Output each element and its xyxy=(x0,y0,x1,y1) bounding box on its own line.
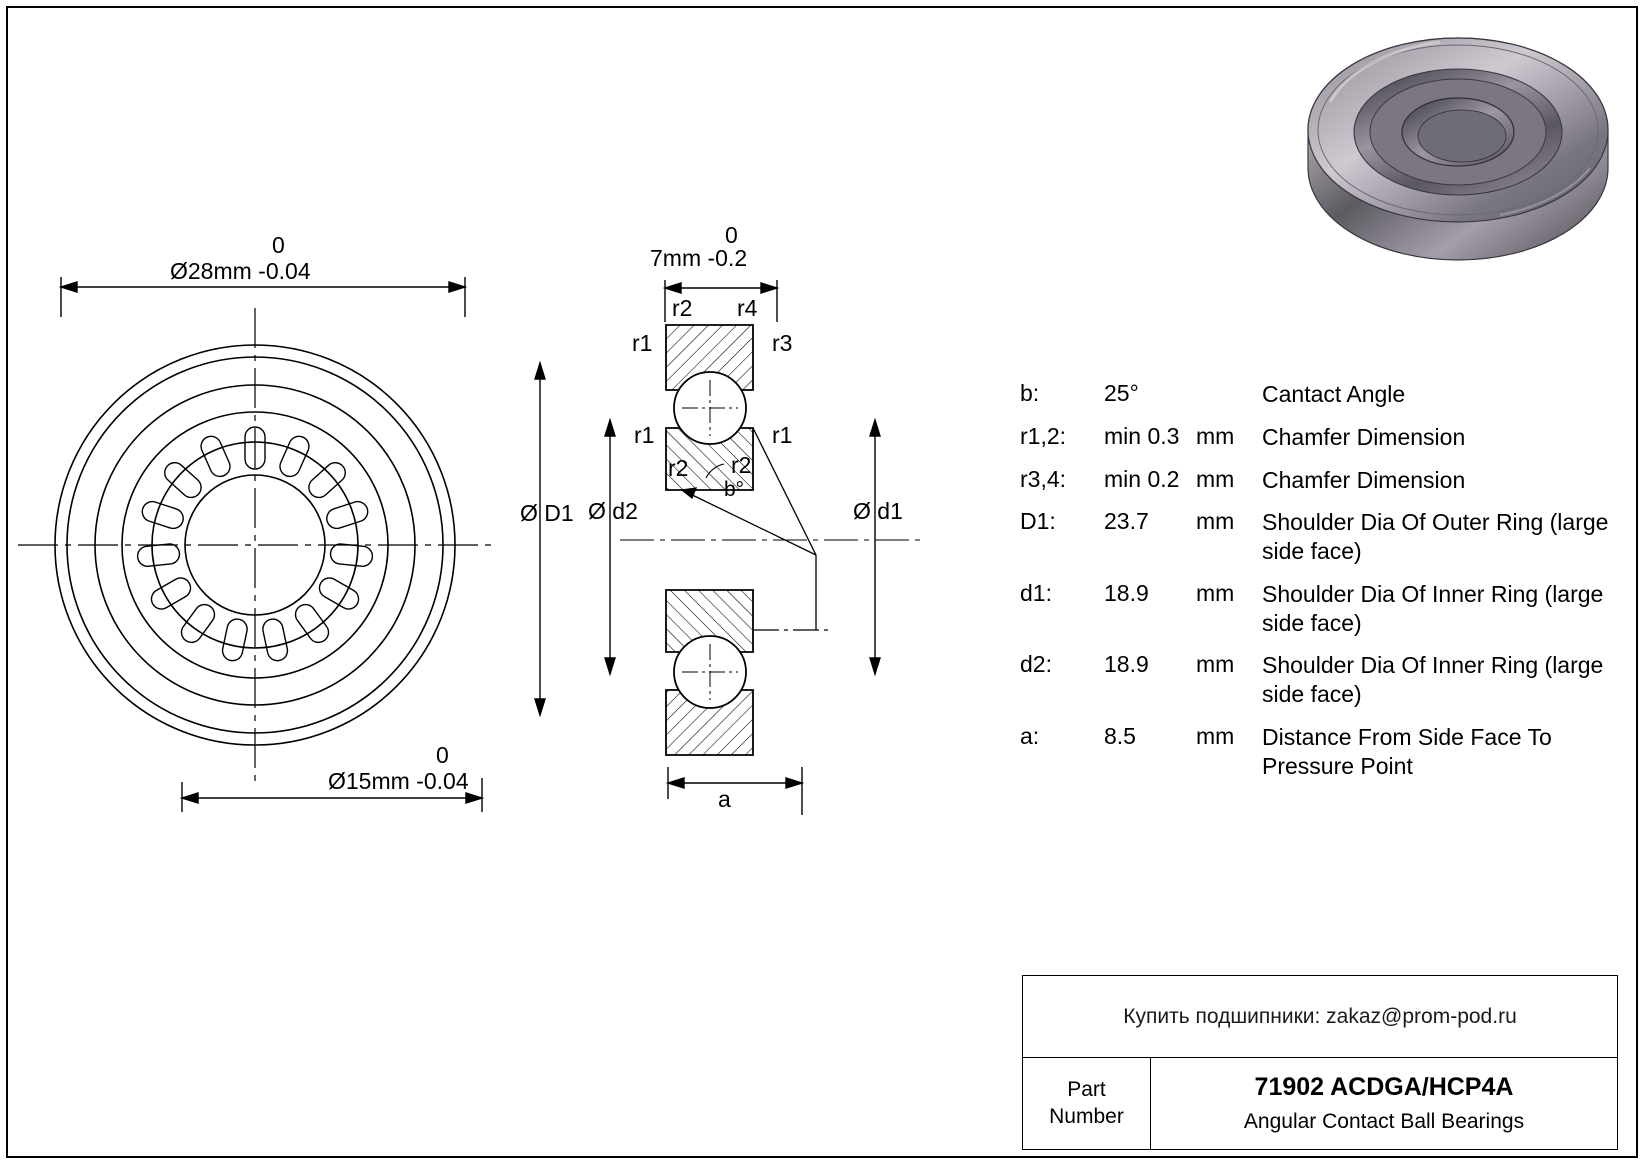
a-dimension-line xyxy=(660,765,820,815)
spec-unit: mm xyxy=(1196,422,1235,449)
callout-contact-angle-b: b° xyxy=(724,478,745,501)
od-tolerance-top: 0 xyxy=(272,232,285,258)
callout-r1-inner-right: r1 xyxy=(772,422,793,448)
callout-r1-outer-left: r1 xyxy=(632,330,653,356)
spec-value: 25° xyxy=(1104,380,1139,406)
spec-row xyxy=(1020,380,1620,409)
dim-a-label: a xyxy=(718,786,731,812)
spec-symbol: b: xyxy=(1020,380,1040,406)
spec-row xyxy=(1020,423,1620,452)
dim-D1-label: Ø D1 xyxy=(520,500,574,526)
callout-r2-inner-right: r2 xyxy=(731,452,752,478)
dim-d1-label: Ø d1 xyxy=(853,498,903,524)
spec-symbol: d2: xyxy=(1020,651,1052,678)
spec-row xyxy=(1020,580,1620,638)
title-block xyxy=(1022,975,1618,1150)
spec-description: Shoulder Dia Of Outer Ring (large side face) xyxy=(1262,509,1609,564)
spec-value: 8.5 xyxy=(1104,722,1136,749)
spec-symbol: D1: xyxy=(1020,508,1056,535)
spec-row xyxy=(1020,466,1620,495)
spec-description: Distance From Side Face To Pressure Point xyxy=(1262,723,1552,779)
spec-symbol: d1: xyxy=(1020,579,1052,606)
part-number-label xyxy=(1023,1058,1151,1149)
width-dimension-label: 7mm -0.2 xyxy=(650,245,748,271)
part-label-line1: Part xyxy=(1067,1078,1106,1102)
width-dimension-line xyxy=(655,272,795,322)
spec-row xyxy=(1020,723,1620,781)
spec-value: min 0.3 xyxy=(1104,422,1180,449)
id-dimension-label: Ø15mm -0.04 xyxy=(328,768,469,794)
part-number-value: 71902 ACDGA/HCP4A xyxy=(1254,1073,1514,1101)
callout-r2-inner-left: r2 xyxy=(668,455,689,481)
callout-r4: r4 xyxy=(737,295,758,321)
D1-dimension-line xyxy=(520,355,560,745)
spec-unit: mm xyxy=(1196,651,1235,678)
spec-symbol: r3,4: xyxy=(1020,465,1067,492)
od-dimension-label: Ø28mm -0.04 xyxy=(170,258,311,284)
callout-r2-upper-left: r2 xyxy=(672,295,693,321)
spec-description: Shoulder Dia Of Inner Ring (large side face) xyxy=(1262,580,1604,636)
contact-text: Купить подшипники: zakaz@prom-pod.ru xyxy=(1123,1004,1517,1028)
spec-unit: mm xyxy=(1196,465,1235,492)
spec-unit: mm xyxy=(1196,722,1235,749)
callout-r1-inner-left: r1 xyxy=(634,422,655,448)
d1-dimension-line xyxy=(855,412,895,712)
d2-dimension-line xyxy=(590,412,630,712)
spec-row xyxy=(1020,508,1620,566)
dim-d2-label: Ø d2 xyxy=(588,498,638,524)
spec-symbol: a: xyxy=(1020,722,1040,749)
spec-description: Chamfer Dimension xyxy=(1262,466,1466,493)
spec-row xyxy=(1020,651,1620,709)
part-number-value-cell xyxy=(1151,1058,1617,1149)
part-label-line2: Number xyxy=(1049,1104,1124,1128)
spec-description: Cantact Angle xyxy=(1262,381,1406,407)
callout-r3: r3 xyxy=(772,330,793,356)
bearing-3d-render xyxy=(1290,10,1630,310)
spec-description: Shoulder Dia Of Inner Ring (large side face) xyxy=(1262,652,1604,707)
title-block-contact-row xyxy=(1023,976,1617,1058)
spec-symbol: r1,2: xyxy=(1020,422,1067,449)
id-tolerance-top: 0 xyxy=(436,742,449,768)
width-tolerance-top: 0 xyxy=(725,222,738,248)
part-type-value: Angular Contact Ball Bearings xyxy=(1243,1110,1525,1133)
spec-unit: mm xyxy=(1196,508,1235,535)
spec-description: Chamfer Dimension xyxy=(1262,423,1466,450)
spec-value: min 0.2 xyxy=(1104,465,1180,492)
spec-value: 23.7 xyxy=(1104,508,1149,535)
spec-unit: mm xyxy=(1196,579,1235,606)
specification-table xyxy=(1020,380,1620,794)
spec-value: 18.9 xyxy=(1104,579,1149,606)
spec-value: 18.9 xyxy=(1104,651,1149,678)
